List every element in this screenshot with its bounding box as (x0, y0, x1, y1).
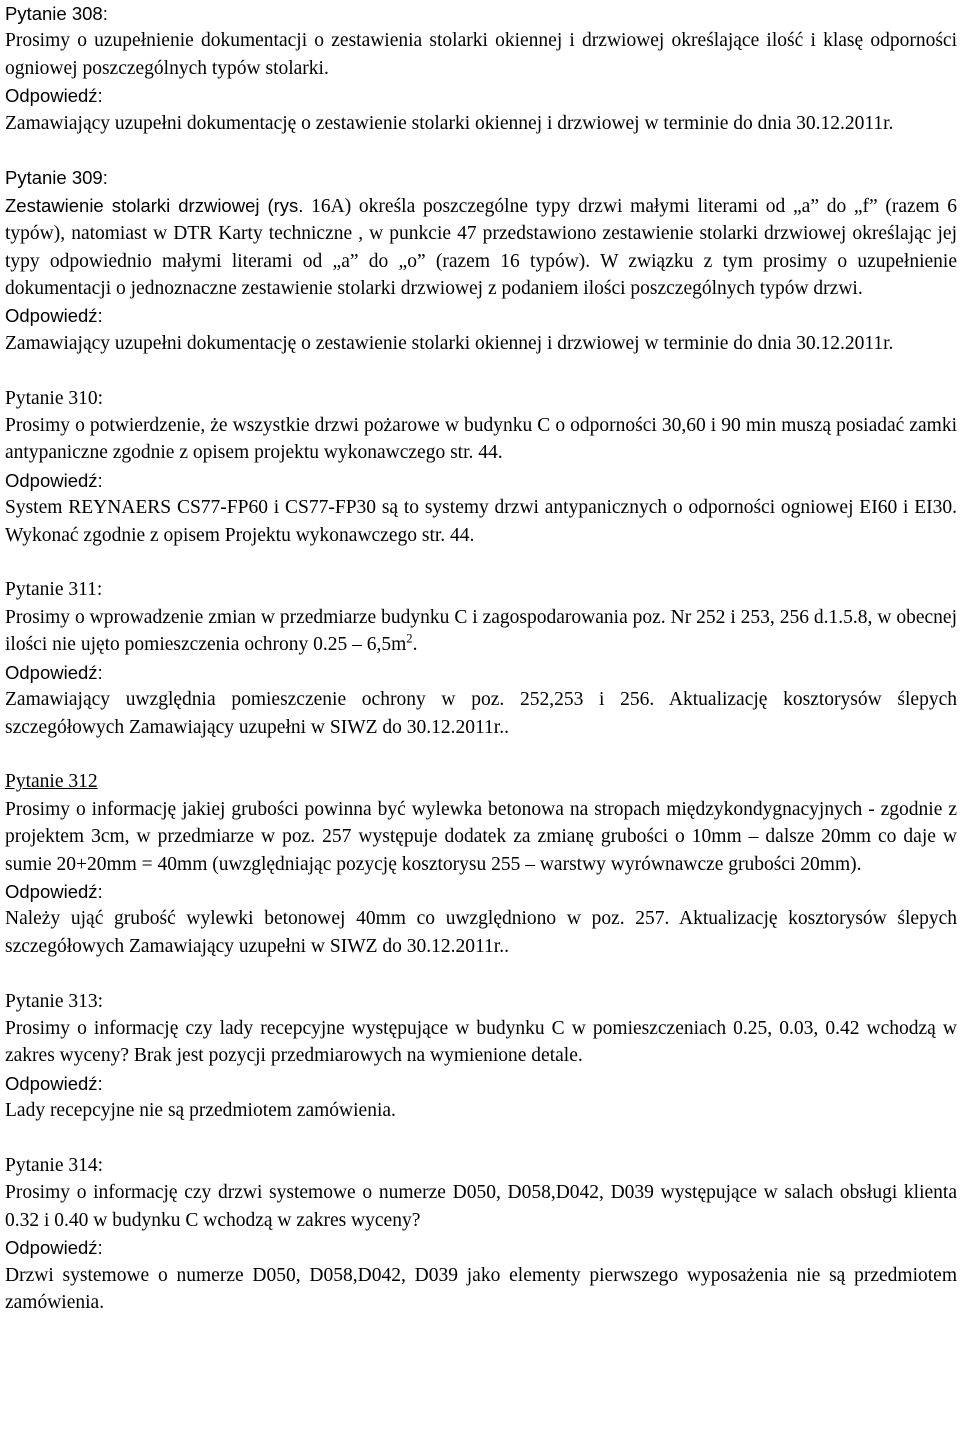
question-text-lead: Zestawienie stolarki drzwiowej (rys. (5, 194, 304, 216)
question-text: Prosimy o informację czy drzwi systemowe o numerze D050, D058,D042, D039 występujące w salach obsługi klienta 0.32 i 0.40 w budynku C wchodzą w zakres wyceny? (5, 1182, 957, 1231)
answer-label: Odpowiedź: (5, 85, 103, 107)
qa-item-309 (5, 164, 957, 357)
answer-label: Odpowiedź: (5, 305, 103, 327)
question-text-main: Prosimy o wprowadzenie zmian w przedmiarze budynku C i zagospodarowania poz. Nr 252 i 253, 256 d.1.5.8, w obecnej ilości nie ujęto pomieszczenia ochrony 0.25 – 6,5m (5, 606, 957, 656)
question-title: Pytanie 313: (5, 990, 104, 1012)
qa-item-312 (5, 768, 957, 960)
question-text (5, 192, 957, 303)
answer-text: Lady recepcyjne nie są przedmiotem zamówienia. (5, 1100, 396, 1122)
answer-text: Zamawiający uzupełni dokumentację o zestawienie stolarki okiennej i drzwiowej w terminie do dnia 30.12.2011r. (5, 332, 894, 354)
answer-text: Drzwi systemowe o numerze D050, D058,D042, D039 jako elementy pierwszego wyposażenia nie są przedmiotem zamówienia. (5, 1264, 957, 1313)
question-text (5, 604, 957, 659)
question-text-rest: 16A) określa poszczególne typy drzwi małymi literami od „a” do „f” (razem 6 typów), natomiast w DTR Karty techniczne , w punkcie 47 przedstawiono zestawienie stolarki drzwiowej określając jej typy odpowiednio małymi literami od „a” do „o” (razem 16 typów). W związku z tym prosimy o uzupełnienie dokumentacji o jednoznaczne zestawienie stolarki drzwiowej z podaniem ilości poszczególnych typów drzwi. (5, 195, 957, 300)
qa-item-310 (5, 385, 957, 549)
question-title: Pytanie 314: (5, 1154, 104, 1176)
question-text: Prosimy o informację jakiej grubości powinna być wylewka betonowa na stropach międzykondygnacyjnych - zgodnie z projektem 3cm, w przedmiarze w poz. 257 występuje dodatek za zmianę grubości o 10mm – dalsze 20mm co daje w sumie 20+20mm = 40mm (uwzględniając pozycję kosztorysu 255 – warstwy wyrównawcze grubości 20mm). (5, 798, 957, 875)
qa-item-314 (5, 1152, 957, 1316)
qa-item-308 (5, 0, 957, 137)
document-body (5, 0, 957, 1316)
qa-item-311 (5, 576, 957, 740)
question-title: Pytanie 312 (5, 771, 98, 793)
answer-label: Odpowiedź: (5, 1072, 103, 1094)
qa-item-313 (5, 988, 957, 1125)
superscript-exponent: 2 (406, 631, 413, 646)
answer-text: System REYNAERS CS77-FP60 i CS77-FP30 są to systemy drzwi antypanicznych o odporności ogniowej EI60 i EI30. Wykonać zgodnie z opisem Projektu wykonawczego str. 44. (5, 497, 957, 546)
question-text: Prosimy o uzupełnienie dokumentacji o zestawienia stolarki okiennej i drzwiowej określające ilość i klasę odporności ogniowej poszczególnych typów stolarki. (5, 30, 957, 79)
question-title: Pytanie 311: (5, 579, 103, 601)
question-text-end: . (412, 634, 418, 656)
answer-text: Należy ująć grubość wylewki betonowej 40mm co uwzględniono w poz. 257. Aktualizację kosztorysów ślepych szczegółowych Zamawiający uzupełni w SIWZ do 30.12.2011r.. (5, 908, 957, 957)
question-text: Prosimy o informację czy lady recepcyjne występujące w budynku C w pomieszczeniach 0.25, 0.03, 0.42 wchodzą w zakres wyceny? Brak jest pozycji przedmiarowych na wymienione detale. (5, 1017, 957, 1067)
question-title: Pytanie 308: (5, 3, 108, 24)
answer-label: Odpowiedź: (5, 661, 103, 683)
answer-label: Odpowiedź: (5, 1237, 103, 1259)
question-text: Prosimy o potwierdzenie, że wszystkie drzwi pożarowe w budynku C o odporności 30,60 i 90 min muszą posiadać zamki antypaniczne zgodnie z opisem projektu wykonawczego str. 44. (5, 415, 957, 464)
answer-text: Zamawiający uwzględnia pomieszczenie ochrony w poz. 252,253 i 256. Aktualizację kosztorysów ślepych szczegółowych Zamawiający uzupełni w SIWZ do 30.12.2011r.. (5, 689, 957, 738)
answer-label: Odpowiedź: (5, 469, 103, 491)
question-title: Pytanie 309: (5, 167, 108, 189)
answer-text: Zamawiający uzupełni dokumentację o zestawienie stolarki okiennej i drzwiowej w terminie do dnia 30.12.2011r. (5, 112, 894, 134)
question-title: Pytanie 310: (5, 387, 104, 409)
answer-label: Odpowiedź: (5, 880, 103, 902)
